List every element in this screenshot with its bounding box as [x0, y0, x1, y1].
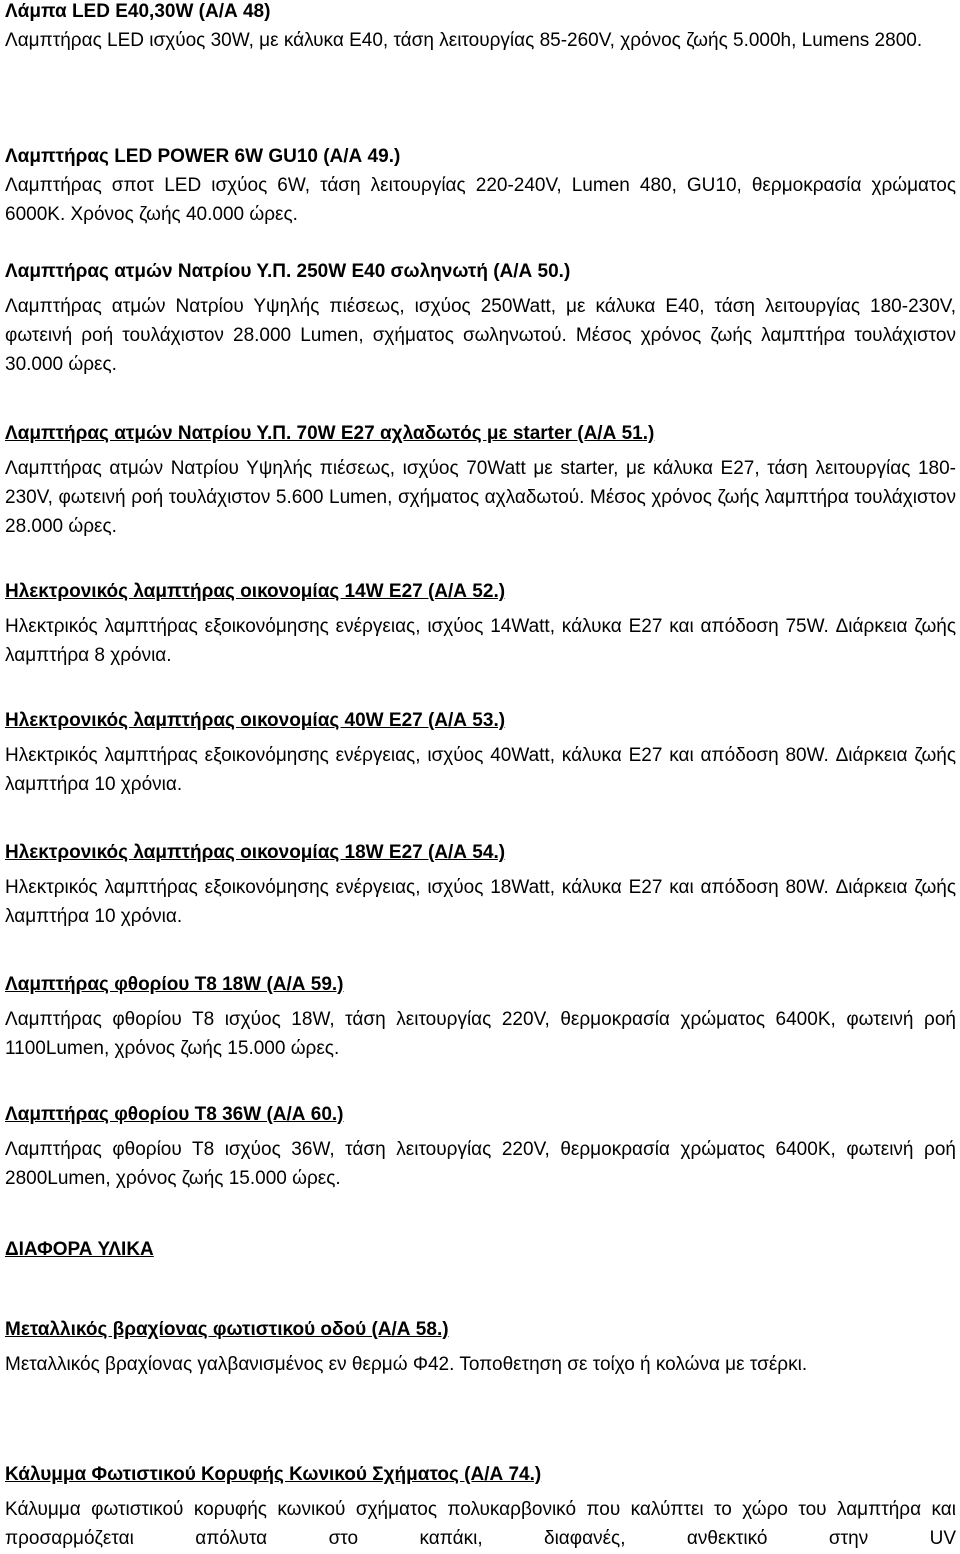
item-description: Λαμπτήρας σποτ LED ισχύος 6W, τάση λειτουργίας 220-240V, Lumen 480, GU10, θερμοκρασία χρώματος 6000K. Χρόνος ζωής 40.000 ώρες.	[5, 175, 956, 225]
item-title: Λάμπα LED E40,30W (Α/Α 48)	[5, 1, 271, 22]
item-description: Ηλεκτρικός λαμπτήρας εξοικονόμησης ενέργειας, ισχύος 14Watt, κάλυκα Ε27 και απόδοση 75W. Διάρκεια ζωής λαμπτήρα 8 χρόνια.	[5, 616, 956, 666]
item-title: Λαμπτήρας ατμών Νατρίου Υ.Π. 70W Ε27 αχλαδωτός με starter (Α/Α 51.)	[5, 423, 655, 444]
item-title: Λαμπτήρας ατμών Νατρίου Υ.Π. 250W Ε40 σωληνωτή (Α/Α 50.)	[5, 261, 571, 282]
spec-item-48	[5, 0, 956, 55]
spec-item-74	[5, 1460, 956, 1553]
item-title: Ηλεκτρονικός λαμπτήρας οικονομίας 18W E27 (Α/Α 54.)	[5, 842, 506, 863]
item-title: Μεταλλικός βραχίονας φωτιστικού οδού (Α/Α 58.)	[5, 1319, 449, 1340]
spec-item-54	[5, 838, 956, 931]
spec-item-59	[5, 970, 956, 1063]
spec-item-51	[5, 419, 956, 541]
item-title: Ηλεκτρονικός λαμπτήρας οικονομίας 40W E27 (Α/Α 53.)	[5, 710, 506, 731]
item-title: Κάλυμμα Φωτιστικού Κορυφής Κωνικού Σχήματος (Α/Α 74.)	[5, 1464, 542, 1485]
item-description: Ηλεκτρικός λαμπτήρας εξοικονόμησης ενέργειας, ισχύος 40Watt, κάλυκα Ε27 και απόδοση 80W. Διάρκεια ζωής λαμπτήρα 10 χρόνια.	[5, 745, 956, 795]
item-description: Λαμπτήρας ατμών Νατρίου Υψηλής πιέσεως, ισχύος 70Watt με starter, με κάλυκα Ε27, τάση λειτουργίας 180-230V, φωτεινή ροή τουλάχιστον 5.600 Lumen, σχήματος αχλαδωτού. Μέσος χρόνος ζωής λαμπτήρα τουλάχιστον 28.000 ώρες.	[5, 458, 956, 537]
item-description: Λαμπτήρας LED ισχύος 30W, με κάλυκα Ε40, τάση λειτουργίας 85-260V, χρόνος ζωής 5.000h, Lumens 2800.	[5, 30, 923, 51]
spec-item-53	[5, 706, 956, 799]
item-description: Μεταλλικός βραχίονας γαλβανισμένος εν θερμώ Φ42. Τοποθετηση σε τοίχο ή κολώνα με τσέρκι.	[5, 1354, 808, 1375]
spec-item-58	[5, 1315, 956, 1379]
spec-item-50	[5, 257, 956, 379]
item-description: Λαμπτήρας ατμών Νατρίου Υψηλής πιέσεως, ισχύος 250Watt, με κάλυκα Ε40, τάση λειτουργίας 180-230V, φωτεινή ροή τουλάχιστον 28.000 Lumen, σχήματος σωληνωτού. Μέσος χρόνος ζωής λαμπτήρα τουλάχιστον 30.000 ώρες.	[5, 296, 956, 375]
item-title: Λαμπτήρας φθορίου Τ8 18W (Α/Α 59.)	[5, 974, 344, 995]
item-description: Λαμπτήρας φθορίου Τ8 ισχύος 36W, τάση λειτουργίας 220V, θερμοκρασία χρώματος 6400K, φωτεινή ροή 2800Lumen, χρόνος ζωής 15.000 ώρες.	[5, 1139, 956, 1189]
section-heading: ΔΙΑΦΟΡΑ ΥΛΙΚΑ	[5, 1239, 154, 1260]
spec-item-52	[5, 577, 956, 670]
spec-item-49	[5, 142, 956, 229]
item-description: Λαμπτήρας φθορίου Τ8 ισχύος 18W, τάση λειτουργίας 220V, θερμοκρασία χρώματος 6400K, φωτεινή ροή 1100Lumen, χρόνος ζωής 15.000 ώρες.	[5, 1009, 956, 1059]
section-heading-misc	[5, 1235, 956, 1264]
item-description: Κάλυμμα φωτιστικού κορυφής κωνικού σχήματος πολυκαρβονικό που καλύπτει το χώρο του λαμπτήρα και προσαρμόζεται απόλυτα στο καπάκι, διαφανές, ανθεκτικό στην UV	[5, 1499, 956, 1549]
item-title: Ηλεκτρονικός λαμπτήρας οικονομίας 14W E27 (Α/Α 52.)	[5, 581, 506, 602]
item-title: Λαμπτήρας LED POWER 6W GU10 (Α/Α 49.)	[5, 146, 401, 167]
item-description: Ηλεκτρικός λαμπτήρας εξοικονόμησης ενέργειας, ισχύος 18Watt, κάλυκα Ε27 και απόδοση 80W. Διάρκεια ζωής λαμπτήρα 10 χρόνια.	[5, 877, 956, 927]
spec-item-60	[5, 1100, 956, 1193]
item-title: Λαμπτήρας φθορίου Τ8 36W (Α/Α 60.)	[5, 1104, 344, 1125]
